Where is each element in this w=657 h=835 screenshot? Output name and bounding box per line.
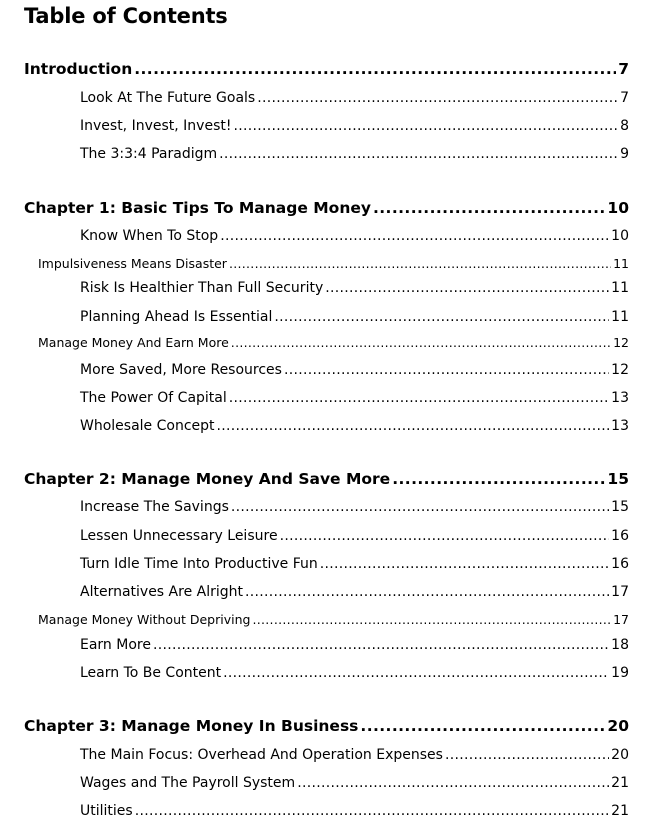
dot-leader (280, 525, 610, 547)
dot-leader (360, 715, 605, 737)
toc-chapter[interactable] (24, 58, 629, 80)
toc-page-number: 19 (611, 665, 629, 681)
toc-page-number: 12 (613, 335, 629, 350)
page-title: Table of Contents (24, 4, 228, 28)
toc-page-number: 11 (613, 256, 629, 271)
dot-leader (274, 306, 609, 328)
toc-entry[interactable] (80, 143, 629, 165)
dot-leader (223, 662, 609, 684)
toc-page-number: 8 (620, 118, 629, 134)
toc-entry[interactable] (38, 253, 629, 275)
toc-page-number: 17 (613, 612, 629, 627)
toc-entry-title: Lessen Unnecessary Leisure (80, 528, 278, 544)
dot-leader (320, 553, 609, 575)
toc-entry[interactable] (80, 115, 629, 137)
dot-leader (252, 609, 611, 631)
toc-entry[interactable] (80, 359, 629, 381)
toc-entry-title: Introduction (24, 60, 133, 78)
dot-leader (245, 581, 609, 603)
toc-page-number: 17 (611, 584, 629, 600)
toc-entry[interactable] (38, 609, 629, 631)
toc-entry-title: Look At The Future Goals (80, 90, 256, 106)
toc-page-number: 9 (620, 146, 629, 162)
toc-entry-title: The Power Of Capital (80, 390, 227, 406)
toc-entry[interactable] (80, 553, 629, 575)
toc-page-number: 21 (611, 775, 629, 791)
toc-entry-title: Wholesale Concept (80, 418, 215, 434)
dot-leader (219, 143, 618, 165)
dot-leader (257, 87, 618, 109)
toc-entry-title: Manage Money And Earn More (38, 335, 229, 350)
toc-page-number: 10 (611, 228, 629, 244)
dot-leader (134, 58, 616, 80)
dot-leader (284, 359, 609, 381)
dot-leader (445, 744, 609, 766)
dot-leader (231, 496, 609, 518)
toc-entry[interactable] (80, 87, 629, 109)
toc-entry-title: More Saved, More Resources (80, 362, 282, 378)
toc-page-number: 18 (611, 637, 629, 653)
toc-entry[interactable] (80, 225, 629, 247)
toc-entry-title: Risk Is Healthier Than Full Security (80, 280, 324, 296)
dot-leader (233, 115, 618, 137)
toc-entry[interactable] (80, 634, 629, 656)
toc-entry[interactable] (80, 306, 629, 328)
toc-entry-title: Impulsiveness Means Disaster (38, 256, 227, 271)
toc-entry[interactable] (80, 387, 629, 409)
toc-page-number: 11 (611, 309, 629, 325)
toc-page-number: 15 (611, 499, 629, 515)
toc-entry-title: Chapter 3: Manage Money In Business (24, 717, 359, 735)
toc-page-number: 21 (611, 803, 629, 819)
dot-leader (217, 415, 610, 437)
toc-page-number: 13 (611, 418, 629, 434)
toc-entry-title: Manage Money Without Depriving (38, 612, 251, 627)
toc-entry[interactable] (80, 744, 629, 766)
dot-leader (135, 800, 609, 822)
dot-leader (325, 277, 609, 299)
dot-leader (373, 197, 605, 219)
toc-page-number: 13 (611, 390, 629, 406)
toc-entry-title: Wages and The Payroll System (80, 775, 296, 791)
dot-leader (229, 387, 609, 409)
toc-entry-title: Chapter 1: Basic Tips To Manage Money (24, 199, 371, 217)
toc-entry[interactable] (80, 581, 629, 603)
dot-leader (392, 468, 605, 490)
toc-entry-title: Invest, Invest, Invest! (80, 118, 232, 134)
toc-entry[interactable] (80, 662, 629, 684)
dot-leader (153, 634, 609, 656)
toc-chapter[interactable] (24, 197, 629, 219)
toc-entry[interactable] (80, 277, 629, 299)
toc-page-number: 15 (607, 470, 629, 488)
toc-chapter[interactable] (24, 715, 629, 737)
dot-leader (229, 253, 611, 275)
toc-entry[interactable] (80, 772, 629, 794)
toc-page-number: 12 (611, 362, 629, 378)
dot-leader (220, 225, 609, 247)
toc-entry-title: The Main Focus: Overhead And Operation Expenses (80, 747, 443, 763)
toc-entry[interactable] (80, 415, 629, 437)
toc-entry-title: Alternatives Are Alright (80, 584, 244, 600)
toc-entry-title: The 3:3:4 Paradigm (80, 146, 218, 162)
toc-page-number: 20 (611, 747, 629, 763)
toc-page-number: 7 (620, 90, 629, 106)
toc-entry-title: Know When To Stop (80, 228, 219, 244)
toc-entry[interactable] (80, 496, 629, 518)
toc-entry-title: Utilities (80, 803, 133, 819)
toc-page-number: 7 (618, 60, 629, 78)
toc-entry-title: Increase The Savings (80, 499, 229, 515)
dot-leader (297, 772, 609, 794)
toc-chapter[interactable] (24, 468, 629, 490)
toc-entry-title: Turn Idle Time Into Productive Fun (80, 556, 318, 572)
toc-page-number: 16 (611, 556, 629, 572)
toc-entry[interactable] (80, 525, 629, 547)
toc-entry[interactable] (80, 800, 629, 822)
toc-entry-title: Planning Ahead Is Essential (80, 309, 273, 325)
toc-entry-title: Chapter 2: Manage Money And Save More (24, 470, 391, 488)
toc-page-number: 20 (607, 717, 629, 735)
toc-page-number: 10 (607, 199, 629, 217)
toc-entry-title: Learn To Be Content (80, 665, 222, 681)
dot-leader (231, 332, 611, 354)
toc-entry-title: Earn More (80, 637, 151, 653)
toc-page-number: 16 (611, 528, 629, 544)
toc-page-number: 11 (611, 280, 629, 296)
toc-entry[interactable] (38, 332, 629, 354)
